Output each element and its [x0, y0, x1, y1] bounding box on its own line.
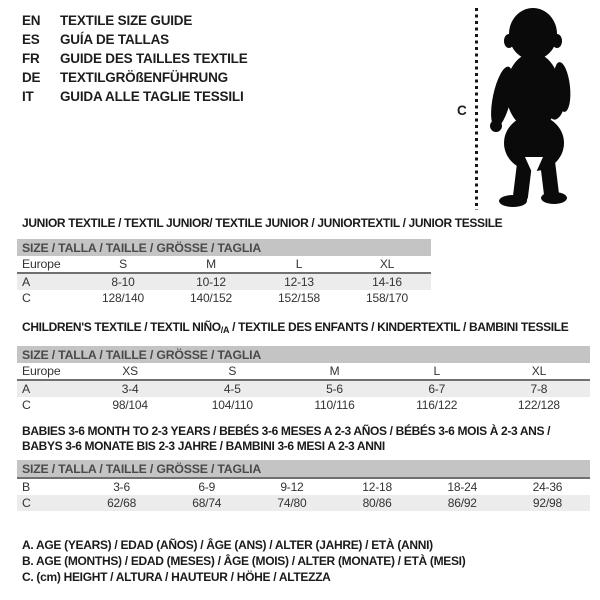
- row-label: A: [22, 275, 31, 289]
- size-cell: 86/92: [447, 496, 477, 510]
- language-code: IT: [22, 89, 34, 104]
- size-cell: L: [433, 364, 440, 378]
- section-title: JUNIOR TEXTILE / TEXTIL JUNIOR/ TEXTILE JUNIOR / JUNIORTEXTIL / JUNIOR TESSILE: [22, 216, 503, 230]
- size-cell: 9-12: [280, 480, 304, 494]
- table-row: [17, 397, 590, 413]
- size-header-bar: SIZE / TALLA / TAILLE / GRÖSSE / TAGLIA: [17, 239, 431, 256]
- size-cell: 6-9: [198, 480, 216, 494]
- size-cell: 68/74: [192, 496, 222, 510]
- legend-line-age-months: B. AGE (MONTHS) / EDAD (MESES) / ÂGE (MOIS) / ALTER (MONATE) / ETÀ (MESI): [22, 554, 466, 568]
- row-label: Europe: [22, 364, 61, 378]
- table-row: [17, 274, 431, 290]
- table-row: [17, 381, 590, 397]
- size-cell: 3-6: [113, 480, 130, 494]
- size-header-bar: SIZE / TALLA / TAILLE / GRÖSSE / TAGLIA: [17, 346, 590, 363]
- title-line-1: BABIES 3-6 MONTH TO 2-3 YEARS / BEBÉS 3-6 MESES A 2-3 AÑOS / BÉBÉS 3-6 MOIS À 2-3 ANS /: [22, 424, 551, 438]
- title-text: / TEXTILE DES ENFANTS / KINDERTEXTIL / BAMBINI TESSILE: [229, 320, 569, 334]
- size-cell: 110/116: [314, 398, 355, 412]
- language-label: GUIDE DES TAILLES TEXTILE: [60, 51, 248, 66]
- size-cell: M: [329, 364, 340, 378]
- size-cell: XL: [379, 257, 395, 271]
- table-row: [17, 256, 431, 274]
- size-cell: 122/128: [517, 398, 560, 412]
- size-cell: S: [119, 257, 127, 271]
- size-cell: 3-4: [121, 382, 139, 396]
- language-row-es: [22, 30, 248, 49]
- language-row-en: [22, 11, 248, 30]
- row-label: A: [22, 382, 31, 396]
- row-label: C: [22, 496, 31, 510]
- size-cell: 5-6: [326, 382, 343, 396]
- language-code: DE: [22, 70, 41, 85]
- language-code: EN: [22, 13, 41, 28]
- size-cell: 14-16: [372, 275, 402, 289]
- language-label: GUÍA DE TALLAS: [60, 32, 169, 47]
- size-cell: 152/158: [278, 291, 320, 305]
- size-cell: 104/110: [211, 398, 253, 412]
- height-marker-label: C: [457, 103, 467, 118]
- language-row-fr: [22, 49, 248, 68]
- size-cell: XL: [531, 364, 547, 378]
- language-code: FR: [22, 51, 40, 66]
- size-cell: 116/122: [416, 398, 458, 412]
- size-cell: 12-13: [284, 275, 314, 289]
- language-label: GUIDA ALLE TAGLIE TESSILI: [60, 89, 244, 104]
- table-row: [17, 290, 431, 306]
- language-list: [22, 11, 248, 106]
- size-cell: 24-36: [532, 480, 563, 494]
- language-row-de: [22, 68, 248, 87]
- height-dotted-line: [475, 8, 478, 210]
- table-row: [17, 479, 590, 495]
- baby-silhouette-figure: [487, 7, 577, 214]
- legend-line-age-years: A. AGE (YEARS) / EDAD (AÑOS) / ÂGE (ANS) / ALTER (JAHRE) / ETÀ (ANNI): [22, 538, 433, 552]
- title-subscript: /A: [220, 325, 230, 335]
- row-label: B: [22, 480, 31, 494]
- table-row: [17, 363, 590, 381]
- section-title: [17, 424, 590, 454]
- row-label: C: [22, 291, 31, 305]
- language-row-it: [22, 87, 248, 106]
- table-row: [17, 495, 590, 511]
- size-cell: 140/152: [190, 291, 232, 305]
- size-cell: 128/140: [102, 291, 144, 305]
- legend: [22, 537, 465, 585]
- row-label: C: [22, 398, 31, 412]
- title-text: CHILDREN'S TEXTILE / TEXTIL NIÑO: [22, 320, 221, 334]
- size-cell: M: [206, 257, 216, 271]
- size-cell: XS: [122, 364, 138, 378]
- baby-silhouette-icon: [487, 7, 577, 209]
- size-cell: 158/170: [366, 291, 408, 305]
- size-cell: 10-12: [196, 275, 226, 289]
- row-label: Europe: [22, 257, 61, 271]
- size-cell: 4-5: [223, 382, 241, 396]
- size-cell: 98/104: [112, 398, 148, 412]
- junior-table-section: [17, 216, 503, 306]
- size-cell: 62/68: [107, 496, 137, 510]
- babies-table-section: [17, 424, 590, 511]
- size-cell: 18-24: [447, 480, 478, 494]
- title-line-2: BABYS 3-6 MONATE BIS 2-3 JAHRE / BAMBINI 3-6 MESI A 2-3 ANNI: [22, 439, 385, 453]
- size-cell: 74/80: [277, 496, 307, 510]
- size-cell: 12-18: [362, 480, 392, 494]
- size-cell: L: [295, 257, 303, 271]
- size-cell: 80/86: [362, 496, 392, 510]
- language-code: ES: [22, 32, 40, 47]
- size-header-bar: SIZE / TALLA / TAILLE / GRÖSSE / TAGLIA: [17, 460, 590, 479]
- legend-line-height: C. (cm) HEIGHT / ALTURA / HAUTEUR / HÖHE / ALTEZZA: [22, 570, 331, 584]
- section-title: [17, 320, 590, 338]
- size-cell: 92/98: [532, 496, 562, 510]
- size-cell: 7-8: [530, 382, 548, 396]
- language-label: TEXTILGRÖßENFÜHRUNG: [60, 70, 228, 85]
- size-cell: 8-10: [111, 275, 135, 289]
- size-cell: 6-7: [428, 382, 446, 396]
- size-cell: S: [228, 364, 237, 378]
- children-table-section: [17, 320, 590, 413]
- language-label: TEXTILE SIZE GUIDE: [60, 13, 193, 28]
